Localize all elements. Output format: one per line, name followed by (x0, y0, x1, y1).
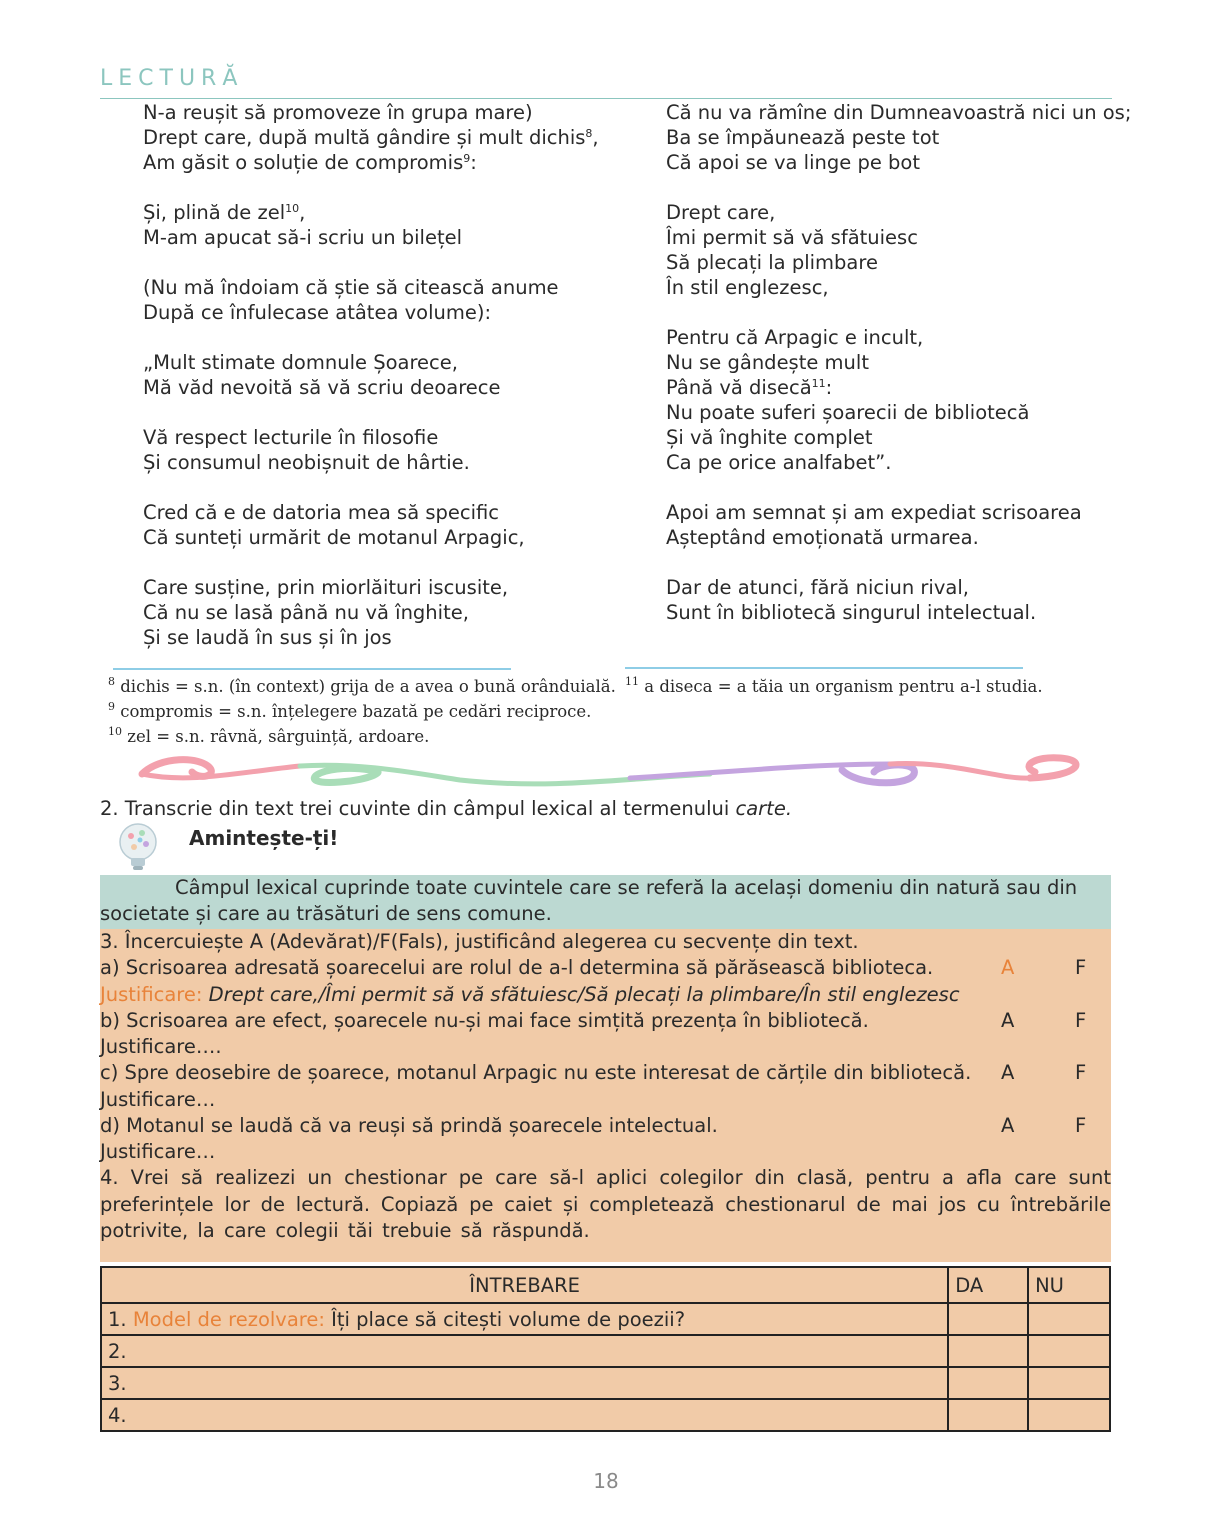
statement-b: b) Scrisoarea are efect, șoarecele nu-și mai face simțită prezența în bibliotecă. A F (100, 1008, 1111, 1034)
poem-line: Sunt în bibliotecă singurul intelectual. (666, 601, 1037, 624)
header-nu: NU (1028, 1267, 1110, 1303)
answer-nu-cell[interactable] (1028, 1335, 1110, 1367)
poem-line: Și, plină de zel$^{10}$, (143, 201, 306, 224)
poem-line: Și vă înghite complet (666, 426, 873, 449)
statement-d: d) Motanul se laudă că va reuși să prindă șoarecele intelectual. A F (100, 1113, 1111, 1139)
question-2: 2. Transcrie din text trei cuvinte din câmpul lexical al termenului carte. (100, 797, 793, 820)
page-number: 18 (593, 1469, 619, 1493)
poem-line: Mă văd nevoită să vă scriu deoarece (143, 376, 501, 399)
question-cell[interactable]: 4. (101, 1399, 948, 1431)
option-a[interactable]: A (1001, 1061, 1015, 1085)
header-question: ÎNTREBARE (101, 1267, 948, 1303)
question-cell[interactable]: 3. (101, 1367, 948, 1399)
poem-line: Dar de atunci, fără niciun rival, (666, 576, 969, 599)
poem-line: Că nu va rămîne din Dumneavoastră nici un os; (666, 101, 1132, 124)
footnote-ref: 8 (585, 127, 593, 140)
answer-da-cell[interactable] (948, 1303, 1028, 1335)
question-cell[interactable]: 1. Model de rezolvare: Îți place să citești volume de poezii? (101, 1303, 948, 1335)
table-header-row (101, 1267, 1110, 1303)
poem-line: Îmi permit să vă sfătuiesc (666, 226, 918, 249)
table-row (101, 1335, 1110, 1367)
poem-line: Nu poate suferi șoarecii de bibliotecă (666, 401, 1030, 424)
statement-a: a) Scrisoarea adresată șoarecelui are rolul de a-l determina să părăsească biblioteca. A F (100, 955, 1111, 981)
justification-b: Justificare…. (100, 1035, 222, 1058)
footnote: $^9$ compromis = s.n. înțelegere bazată pe cedări reciproce. (108, 700, 592, 721)
definition-line: societate și care au trăsături de sens comune. (100, 902, 552, 925)
poem-right-column (666, 100, 1131, 625)
justification-a: Justificare: Drept care,/Îmi permit să vă sfătuiesc/Să plecați la plimbare/În stil englezesc (100, 982, 960, 1006)
option-f[interactable]: F (1075, 1008, 1087, 1032)
question-cell[interactable]: 2. (101, 1335, 948, 1367)
poem-line: Să plecați la plimbare (666, 251, 878, 274)
justification-d: Justificare… (100, 1140, 216, 1163)
poem-line: După ce înfulecase atâtea volume): (143, 301, 492, 324)
poem-line: „Mult stimate domnule Șoarece, (143, 351, 458, 374)
poem-line: În stil englezesc, (666, 276, 829, 299)
poem-line: Apoi am semnat și am expediat scrisoarea (666, 501, 1082, 524)
definition-line: Câmpul lexical cuprinde toate cuvintele care se referă la același domeniu din natură sau din (175, 876, 1078, 899)
poem-line: N-a reușit să promoveze în grupa mare) (143, 101, 533, 124)
decorative-swirl (130, 750, 1090, 794)
poem-line: Pentru că Arpagic e incult, (666, 326, 924, 349)
footnote: $^{10}$ zel = s.n. râvnă, sârguință, ardoare. (108, 725, 430, 746)
footnote-rule-right (625, 667, 1023, 669)
footnotes-right (625, 674, 1043, 699)
answer-da-cell[interactable] (948, 1399, 1028, 1431)
statement-c: c) Spre deosebire de șoarece, motanul Arpagic nu este interesat de cărțile din bibliotecă. A F (100, 1060, 1111, 1086)
remember-definition-box (100, 875, 1111, 929)
table-row (101, 1399, 1110, 1431)
option-f[interactable]: F (1075, 956, 1087, 980)
option-a[interactable]: A (1001, 1008, 1015, 1032)
footnotes-left (108, 674, 616, 749)
footnote-ref: 9 (463, 152, 471, 165)
footnote-rule-left (113, 668, 511, 670)
poem-line: Că sunteți urmărit de motanul Arpagic, (143, 526, 525, 549)
option-a[interactable]: A (1001, 1113, 1015, 1137)
poem-line: Vă respect lecturile în filosofie (143, 426, 439, 449)
poem-line: Ba se împăunează peste tot (666, 126, 940, 149)
poem-line: Că nu se lasă până nu vă înghite, (143, 601, 469, 624)
poem-line: Ca pe orice analfabet”. (666, 451, 892, 474)
answer-nu-cell[interactable] (1028, 1303, 1110, 1335)
question-3-intro: 3. Încercuiește A (Adevărat)/F(Fals), justificând alegerea cu secvențe din text. (100, 930, 859, 953)
poem-line: Că apoi se va linge pe bot (666, 151, 920, 174)
poem-line: Am găsit o soluție de compromis$^9$: (143, 151, 477, 174)
remember-title: Amintește-ți! (189, 826, 339, 850)
footnote: $^8$ dichis = s.n. (în context) grija de a avea o bună orânduială. (108, 675, 616, 696)
poem-line: Și consumul neobișnuit de hârtie. (143, 451, 470, 474)
poem-line: Până vă disecă$^{11}$: (666, 376, 833, 399)
header-da: DA (948, 1267, 1028, 1303)
option-a[interactable]: A (1001, 956, 1015, 980)
answer-nu-cell[interactable] (1028, 1367, 1110, 1399)
answer-nu-cell[interactable] (1028, 1399, 1110, 1431)
poem-line: Nu se gândește mult (666, 351, 869, 374)
poem-line: M-am apucat să-i scriu un bilețel (143, 226, 463, 249)
exercise-box (100, 929, 1111, 1262)
option-f[interactable]: F (1075, 1113, 1087, 1137)
section-label: LECTURĂ (100, 66, 244, 91)
poem-left-column (143, 100, 599, 650)
option-f[interactable]: F (1075, 1061, 1087, 1085)
poem-line: (Nu mă îndoiam că știe să citească anume (143, 276, 559, 299)
footnote-ref: 11 (811, 377, 826, 390)
poem-line: Care susține, prin miorlăituri iscusite, (143, 576, 509, 599)
poem-line: Așteptând emoționată urmarea. (666, 526, 979, 549)
footnote-ref: 10 (285, 202, 300, 215)
questionnaire-table (100, 1266, 1111, 1432)
poem-line: Drept care, (666, 201, 776, 224)
table-row (101, 1367, 1110, 1399)
lightbulb-icon (106, 820, 170, 874)
question-4: 4. Vrei să realizezi un chestionar pe care să-l aplici colegilor din clasă, pentru a afla care sunt preferințele lor de lectură. Copiază pe caiet și completează chestionarul de mai jos cu întrebările potrivite, la care colegii tăi trebuie să răspundă. (100, 1166, 1111, 1242)
poem-line: Cred că e de datoria mea să specific (143, 501, 500, 524)
answer-da-cell[interactable] (948, 1367, 1028, 1399)
poem-line: Și se laudă în sus și în jos (143, 626, 392, 649)
answer-da-cell[interactable] (948, 1335, 1028, 1367)
header-rule (100, 98, 1112, 99)
footnote: $^{11}$ a diseca = a tăia un organism pentru a-l studia. (625, 675, 1043, 696)
table-row (101, 1303, 1110, 1335)
justification-c: Justificare… (100, 1087, 216, 1111)
poem-line: Drept care, după multă gândire și mult dichis$^8$, (143, 126, 599, 149)
